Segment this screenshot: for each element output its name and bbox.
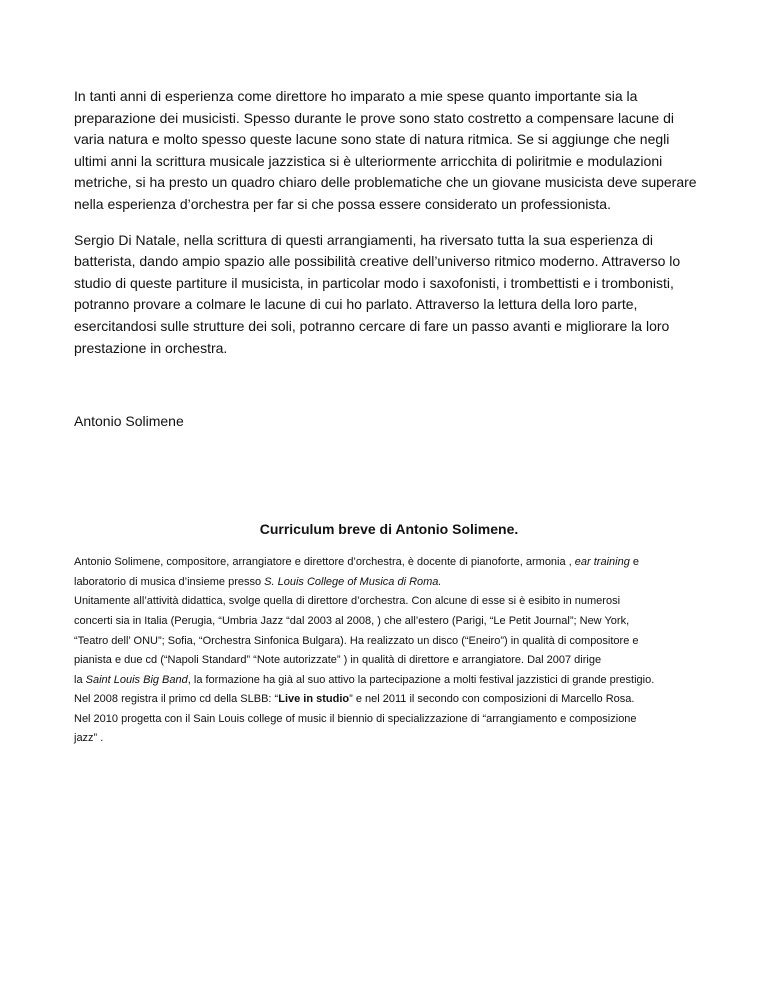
cv-line: Nel 2008 registra il primo cd della SLBB: “Live in studio” e nel 2011 il secondo con composizioni di Marcello Rosa. xyxy=(74,693,635,706)
document-page xyxy=(74,86,704,749)
author-signature: Antonio Solimene xyxy=(74,413,184,430)
cv-emphasis: ear training xyxy=(574,556,630,569)
cv-line: la Saint Louis Big Band, la formazione ha già al suo attivo la partecipazione a molti festival jazzistici di grande prestigio. xyxy=(74,673,655,686)
cv-line: Nel 2010 progetta con il Sain Louis college of music il biennio di specializzazione di “arrangiamento e composizione xyxy=(74,712,637,725)
cv-line: jazz” . xyxy=(74,732,104,745)
cv-bold-title: Live in studio xyxy=(278,693,350,706)
cv-line: Unitamente all’attività didattica, svolge quella di direttore d’orchestra. Con alcune di esse si è esibito in numerosi xyxy=(74,595,621,608)
cv-line: pianista e due cd (“Napoli Standard” “Note autorizzate” ) in qualità di direttore e arrangiatore. Dal 2007 dirige xyxy=(74,654,602,667)
cv-emphasis: S. Louis College of Musica di Roma. xyxy=(264,575,442,588)
intro-paragraph-1: In tanti anni di esperienza come direttore ho imparato a mie spese quanto importante sia la preparazione dei musicisti. Spesso durante le prove sono stato costretto a compensare lacune di varia natura e molto spesso queste lacune sono state di natura ritmica. Se si aggiunge che negli ultimi anni la scrittura musicale jazzistica si è ulteriormente arricchita di poliritmie e modulazioni metriche, si ha presto un quadro chiaro delle problematiche che un giovane musicista deve superare nella esperienza d’orchestra per far si che possa essere considerato un professionista. xyxy=(74,88,697,212)
cv-body xyxy=(74,553,704,749)
cv-line: laboratorio di musica d’insieme presso S. Louis College of Musica di Roma. xyxy=(74,575,442,588)
intro-paragraph-2: Sergio Di Natale, nella scrittura di questi arrangiamenti, ha riversato tutta la sua esperienza di batterista, dando ampio spazio alle possibilità creative dell’universo ritmico moderno. Attraverso lo studio di queste partiture il musicista, in particolar modo i saxofonisti, i trombettisti e i trombonisti, potranno provare a colmare le lacune di cui ho parlato. Attraverso la lettura della loro parte, esercitandosi sulle strutture dei soli, potranno cercare di fare un passo avanti e migliorare la loro prestazione in orchestra. xyxy=(74,231,681,356)
introduction xyxy=(74,86,704,359)
cv-title: Curriculum breve di Antonio Solimene. xyxy=(259,521,519,538)
cv-emphasis: Saint Louis Big Band xyxy=(85,673,188,686)
cv-line: Antonio Solimene, compositore, arrangiatore e direttore d’orchestra, è docente di pianoforte, armonia , ear training e xyxy=(74,556,640,569)
cv-line: concerti sia in Italia (Perugia, “Umbria Jazz “dal 2003 al 2008, ) che all’estero (Parigi, “Le Petit Journal”; New York, xyxy=(74,614,630,627)
cv-line: “Teatro dell’ ONU”; Sofia, “Orchestra Sinfonica Bulgara). Ha realizzato un disco (“Eneiro”) in qualità di compositore e xyxy=(74,634,639,647)
